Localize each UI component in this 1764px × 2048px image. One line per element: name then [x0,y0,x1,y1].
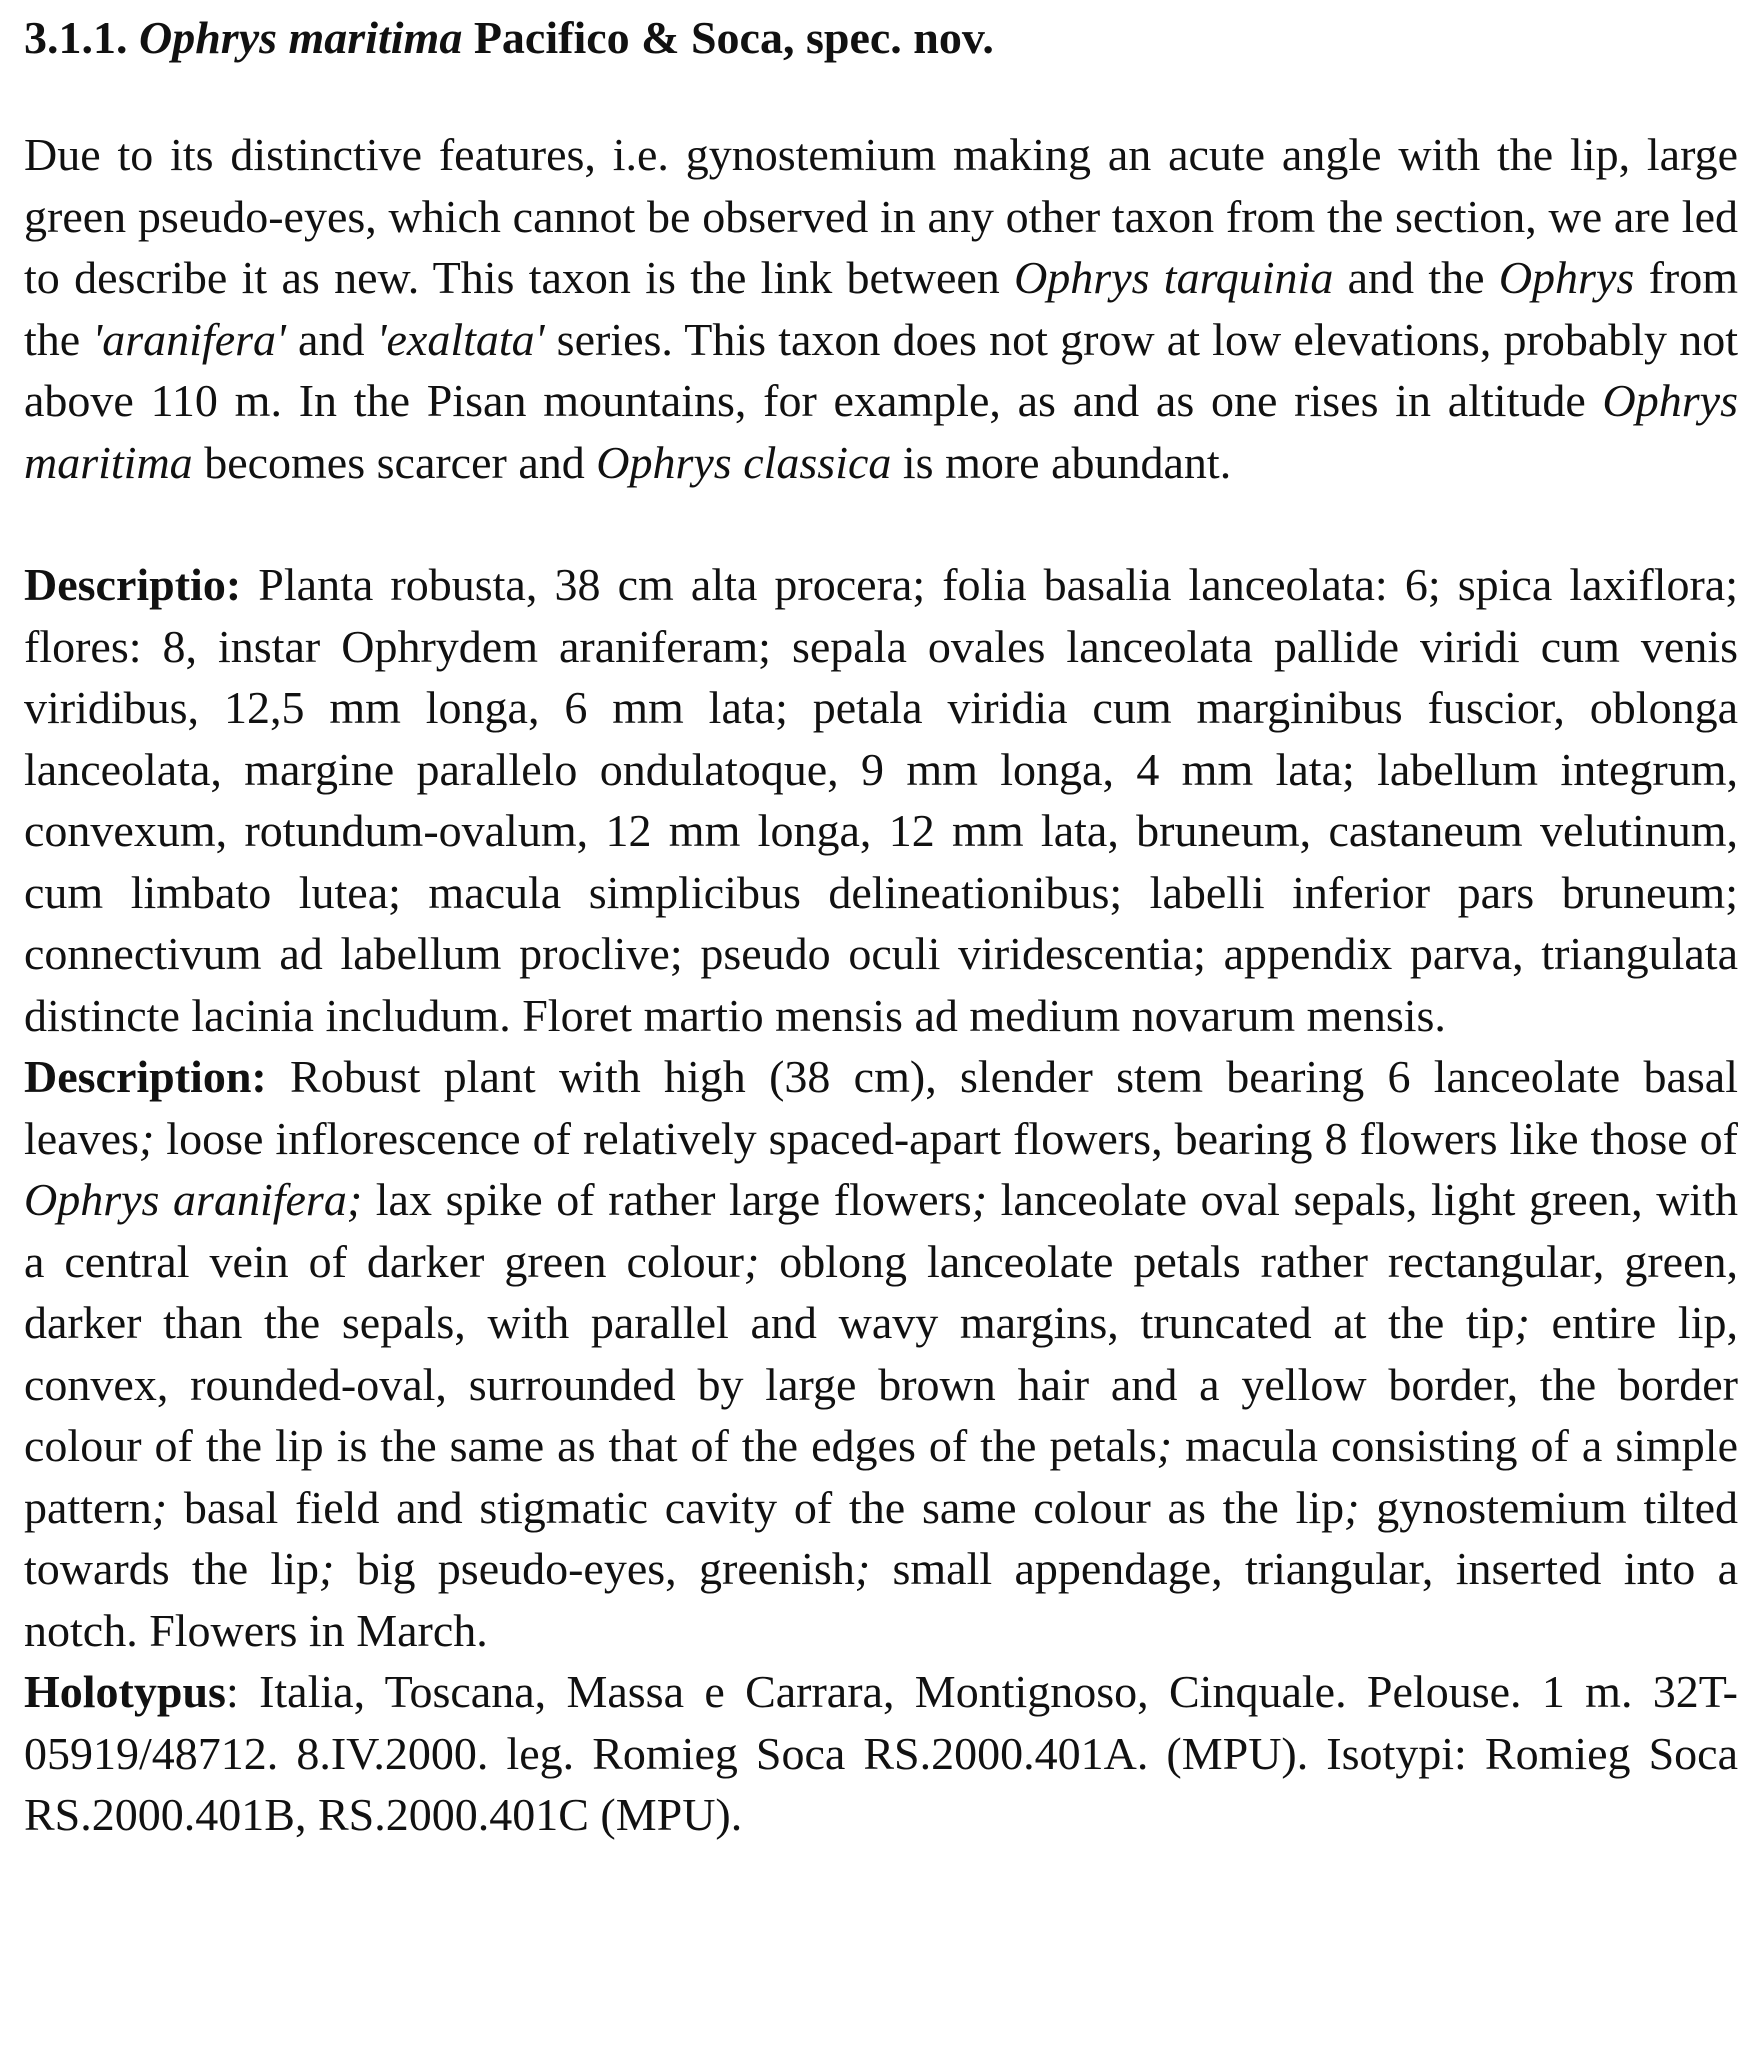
intro-taxon: Ophrys tarquinia [1014,252,1334,303]
intro-series: 'aranifera' [92,313,286,365]
description-separator: ; [138,1112,155,1164]
intro-series: 'exaltata' [376,313,545,365]
description-separator: ; [743,1235,760,1287]
descriptio-label: Descriptio: [24,559,242,610]
description-separator: ; [1344,1481,1360,1533]
description-text: lax spike of rather large flowers [362,1174,972,1225]
description-taxon: Ophrys aranifera; [24,1174,363,1225]
description-label: Description: [24,1051,267,1102]
intro-text: from the [24,252,1738,365]
description-text: oblong lanceolate petals rather rectangular, green, darker than the sepals, with parallel and wavy margins, truncated at the tip [24,1235,1738,1348]
description-text: entire lip, convex, rounded-oval, surrounded by large brown hair and a yellow border, the border colour of the lip is the same as that of the edges of the petals [24,1297,1738,1471]
english-description-paragraph [24,1046,1738,1661]
description-separator: ; [319,1543,335,1594]
intro-text: Due to its distinctive features, i.e. gynostemium making an acute angle with the lip, large green pseudo-eyes, which cannot be observed in any other taxon from the section, we are led to describe it as new. This taxon is the link between [24,129,1738,303]
latin-description-paragraph [24,554,1738,1046]
description-separator: ; [971,1174,988,1225]
description-separator: ; [1156,1420,1173,1471]
description-text: lanceolate oval sepals, light green, with a central vein of darker green colour [24,1174,1738,1287]
description-separator: ; [151,1481,168,1533]
description-text: small appendage, triangular, inserted into a notch. Flowers in March. [24,1543,1738,1656]
intro-text: series. This taxon does not grow at low elevations, probably not above 110 m. In the Pisan mountains, for example, as and as one rises in altitude [24,313,1738,426]
intro-taxon: Ophrys [1498,252,1635,303]
intro-text: and [285,313,377,365]
description-text: macula consisting of a simple pattern [24,1420,1738,1533]
taxon-authors: Pacifico & Soca, spec. nov. [473,12,994,63]
intro-text: is more abundant. [891,436,1232,488]
holotypus-text: : Italia, Toscana, Massa e Carrara, Montignoso, Cinquale. Pelouse. 1 m. 32T-05919/48712. 8.IV.2000. leg. Romieg Soca RS.2000.401A. (MPU). Isotypi: Romieg Soca RS.2000.401B, RS.2000.401C (MPU). [24,1666,1738,1840]
descriptio-text: Planta robusta, 38 cm alta procera; folia basalia lanceolata: 6; spica laxiflora; flores: 8, instar Ophrydem araniferam; sepala ovales lanceolata pallide viridi cum venis viridibus, 12,5 mm longa, 6 mm lata; petala viridia cum marginibus fuscior, oblonga lanceolata, margine parallelo ondulatoque, 9 mm longa, 4 mm lata; labellum integrum, convexum, rotundum-ovalum, 12 mm longa, 12 mm lata, bruneum, castaneum velutinum, cum limbato lutea; macula simplicibus delineationibus; labelli inferior pars bruneum; connectivum ad labellum proclive; pseudo oculi viridescentia; appendix parva, triangulata distincte lacinia includum. Floret martio mensis ad medium novarum mensis. [24,559,1738,1041]
intro-taxon: Ophrys maritima [24,375,1738,488]
description-separator: ; [854,1543,871,1594]
holotypus-label: Holotypus [24,1666,226,1717]
description-text: big pseudo-eyes, greenish [334,1543,855,1594]
intro-text: and the [1333,252,1499,303]
intro-paragraph [24,124,1738,493]
description-text: basal field and stigmatic cavity of the same colour as the lip [167,1481,1345,1533]
intro-taxon: Ophrys classica [596,436,892,488]
description-separator: ; [1514,1297,1530,1348]
section-heading [24,10,1738,66]
description-text: Robust plant with high (38 cm), slender stem bearing 6 lanceolate basal leaves [24,1051,1738,1164]
description-text: gynostemium tilted towards the lip [24,1481,1738,1594]
description-text: loose inflorescence of relatively spaced-apart flowers, bearing 8 flowers like those of [154,1112,1738,1164]
intro-text: becomes scarcer and [192,436,597,488]
section-number: 3.1.1. [24,12,128,63]
taxon-name: Ophrys maritima [139,12,463,63]
holotypus-paragraph [24,1661,1738,1846]
